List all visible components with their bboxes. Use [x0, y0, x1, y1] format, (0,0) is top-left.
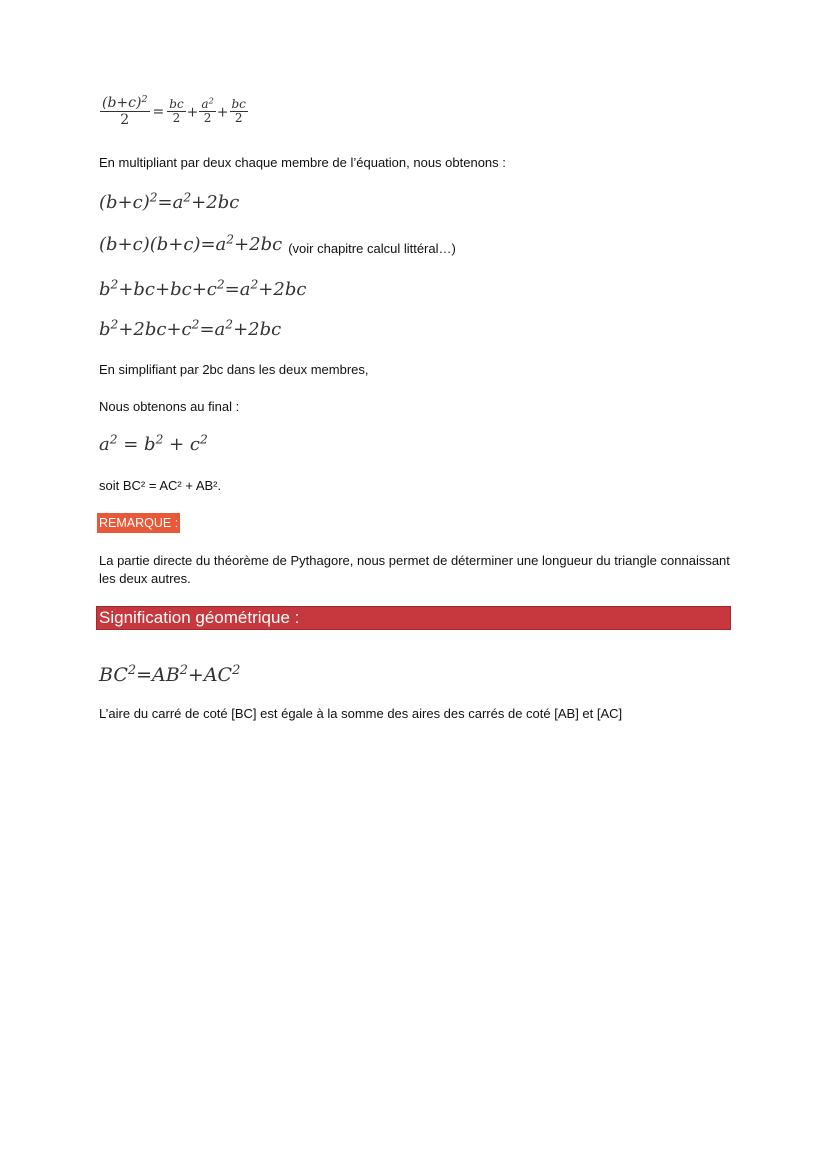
text-multiply: En multipliant par deux chaque membre de l’équation, nous obtenons : [99, 155, 506, 170]
equation-expanded: $b^2+bc+bc+c^2=a^2+2bc$ [99, 277, 307, 300]
remark-body: La partie directe du théorème de Pythagore, nous permet de déterminer une longueur du triangle connaissant les deux autres. [99, 553, 730, 586]
fraction-term-3: $\frac{bc}{2}$ [231, 97, 246, 126]
equation-pythagoras: $a^2 = b^2 + c^2$ [99, 432, 208, 455]
equation-square: $(b+c)^2=a^2+2bc$ [99, 190, 240, 213]
aside-note: (voir chapitre calcul littéral…) [288, 241, 456, 256]
fraction-lhs: $\frac{(b+c)^2}{2}$ [102, 93, 148, 129]
text-soit: soit BC² = AC² + AB². [99, 478, 222, 493]
text-area: L’aire du carré de coté [BC] est égale à la somme des aires des carrés de coté [AB] et [AC] [99, 706, 623, 721]
equation-geometric: $BC^2=AB^2+AC^2$ [99, 662, 241, 686]
text-final: Nous obtenons au final : [99, 399, 240, 414]
text-simplify: En simplifiant par 2bc dans les deux membres, [99, 362, 369, 377]
equation-simplified: $b^2+2bc+c^2=a^2+2bc$ [99, 317, 282, 340]
fraction-term-2: $\frac{a^2}{2}$ [201, 95, 214, 126]
equation-product: $(b+c)(b+c)=a^2+2bc$ (voir chapitre calcul littéral…) [99, 232, 456, 256]
remark-label: REMARQUE : [97, 513, 180, 533]
equation-fraction: $\frac{(b+c)^2}{2}$ = $\frac{bc}{2}$ + $\frac{a^2}{2}$ + $\frac{bc}{2}$ [102, 93, 246, 129]
section-heading: Signification géométrique : [96, 606, 731, 630]
fraction-term-1: $\frac{bc}{2}$ [169, 97, 184, 126]
